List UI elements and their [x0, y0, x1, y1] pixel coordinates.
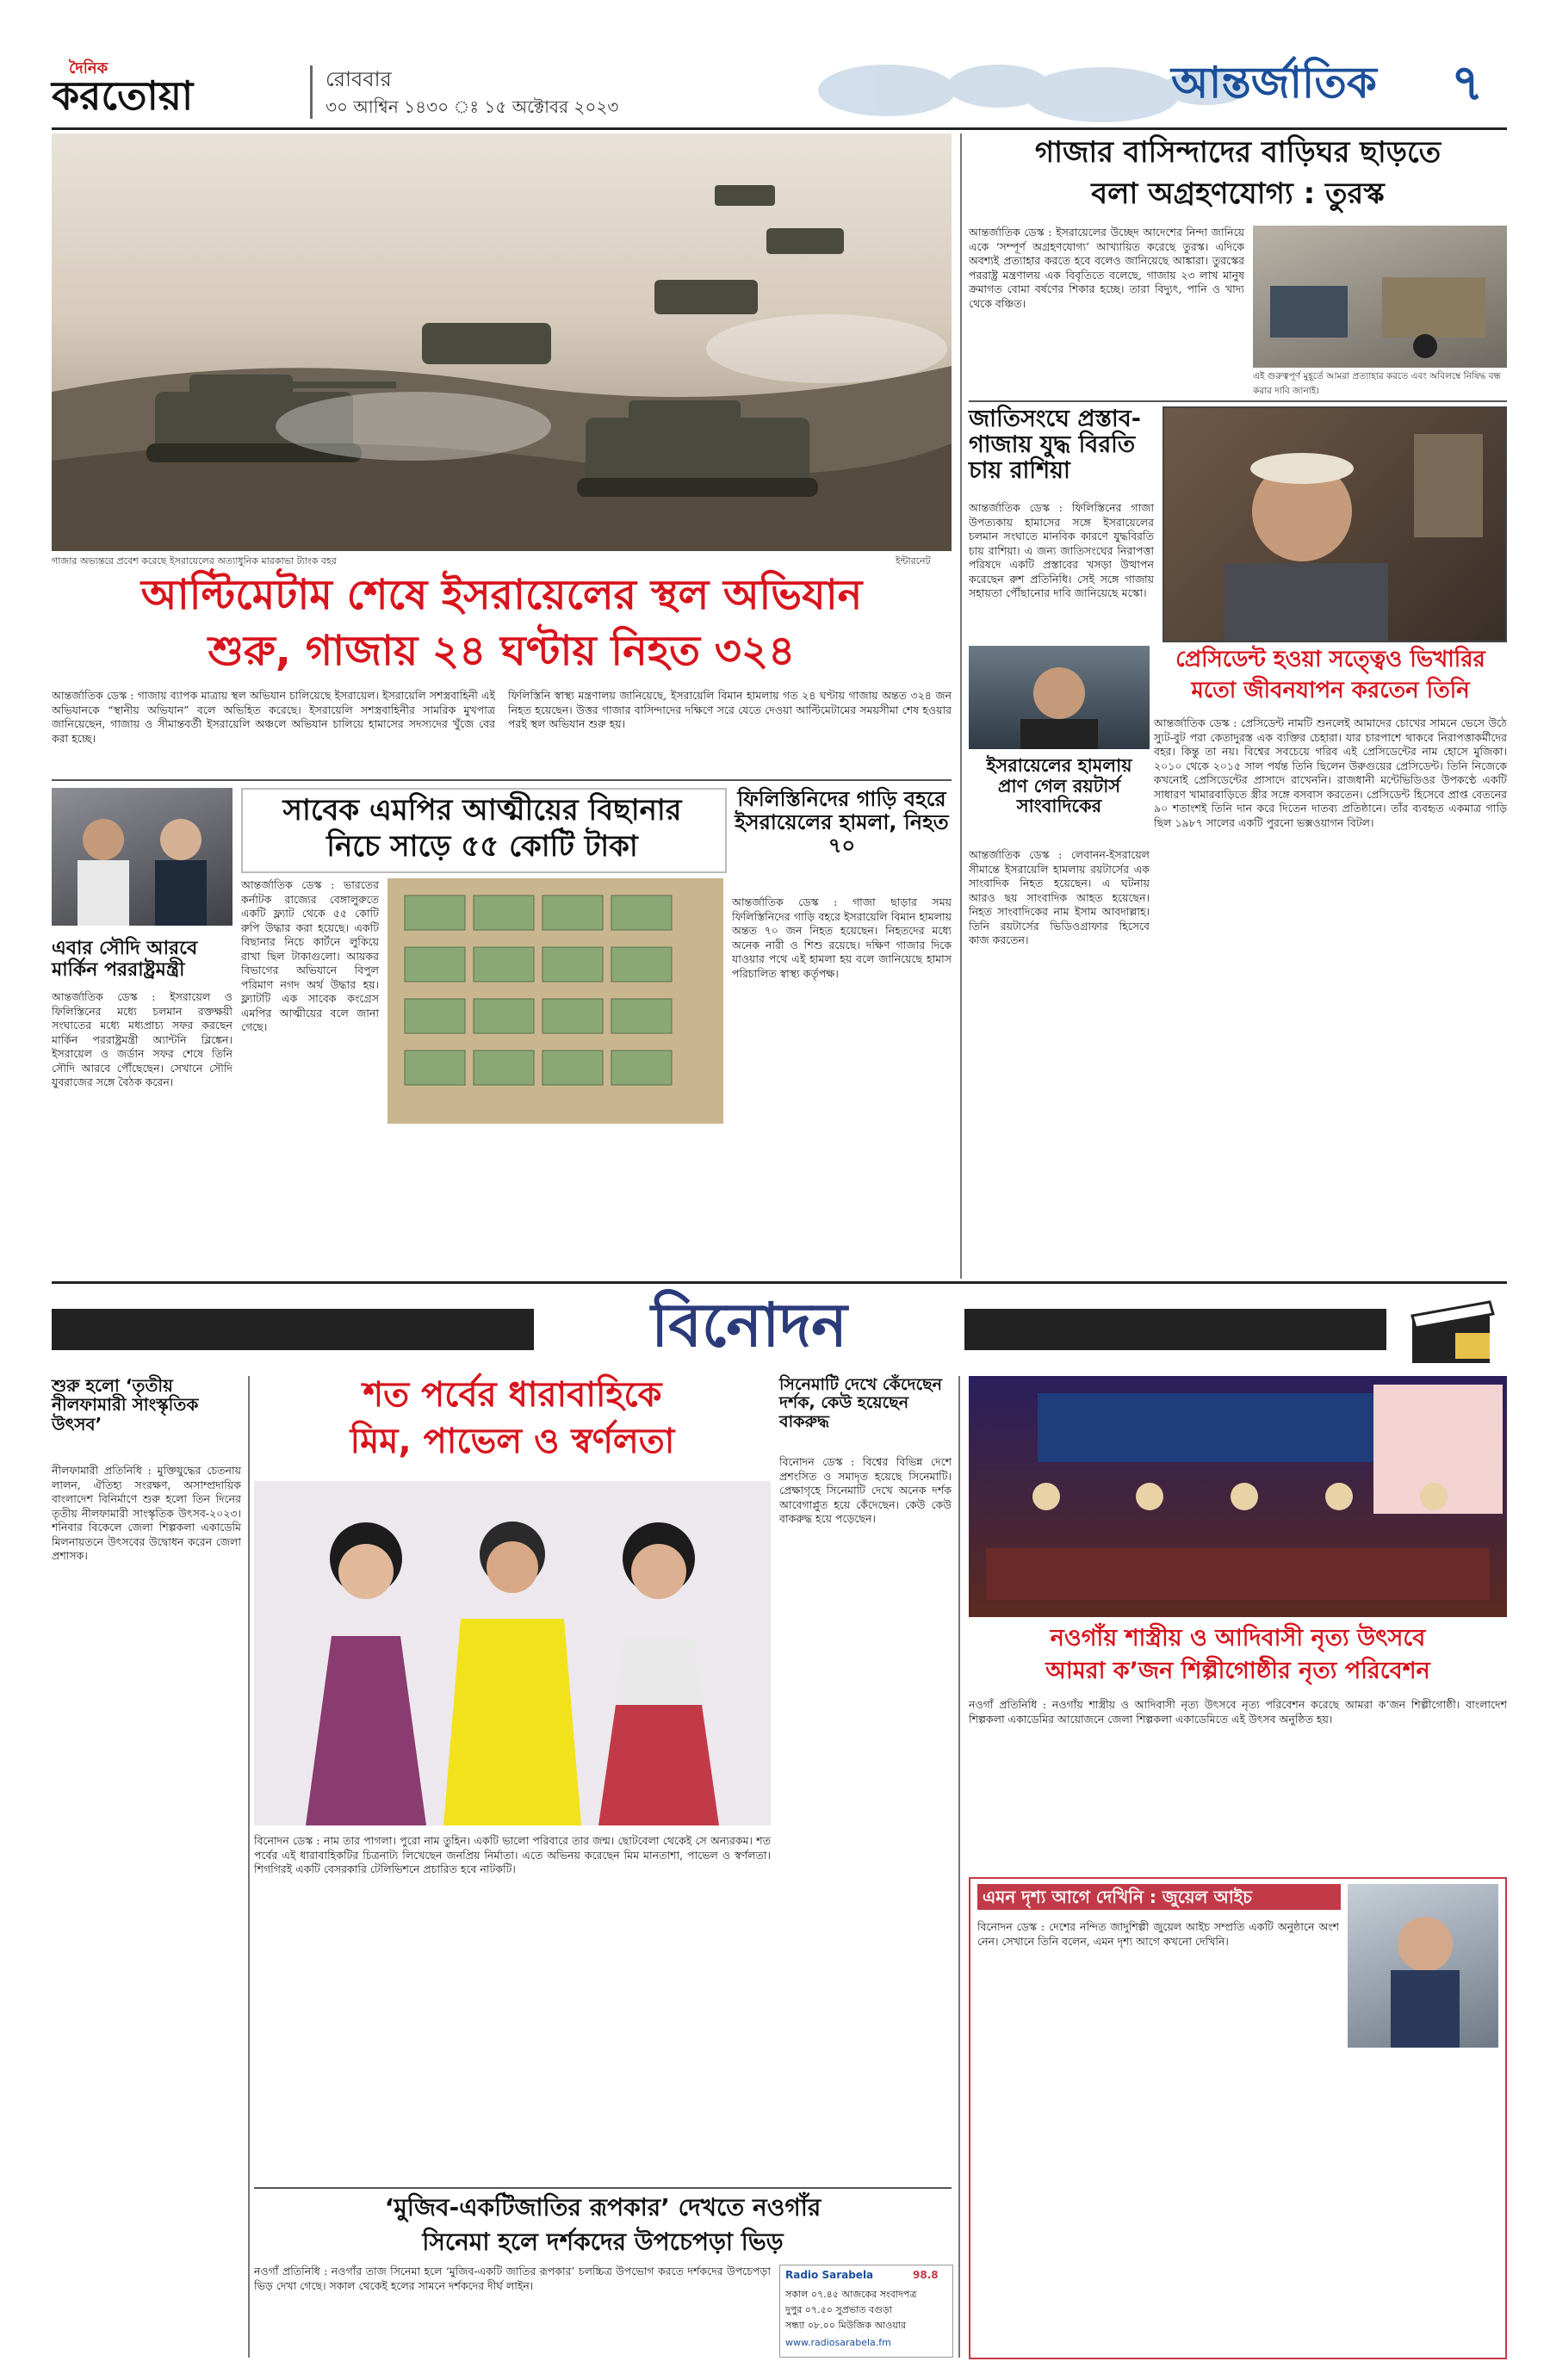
mujib-headline-line2: সিনেমা হলে দর্শকদের উপচেপড়া ভিড়	[422, 2228, 784, 2256]
president-body: আন্তর্জাতিক ডেস্ক : প্রেসিডেন্ট নামটি শুনলেই আমাদের চোখের সামনে ভেসে উঠে স্যুট-বুট পরা কেতাদুরস্ত এক ব্যক্তির চেহারা। যার চারপাশে থাকবে নিরাপত্তাকর্মীদের বহর। কিন্তু তা নয়। বিশ্বের সবচেয়ে গরিব এই প্রেসিডেন্টের নাম হোসে মুজিকা। ২০১০ থেকে ২০১৫ সাল পর্যন্ত তিনি ছিলেন উরুগুয়ের প্রেসিডেন্ট। তিনি নিজেকে কখনোই প্রেসিডেন্টের প্রাসাদে রাখেননি। রাজধানী মন্টেভিডিওর উপকণ্ঠে একটি সাধারণ খামারবাড়িতে স্ত্রীর সঙ্গে বসবাস করতেন। প্রেসিডেন্ট হিসেবে প্রাপ্ত বেতনের ৯০ শতাংশই তিনি দান করে দিতেন দাতব্য প্রতিষ্ঠানে। তাঁর ব্যবহৃত একমাত্র গাড়ি ছিল ১৯৮৭ সালের একটি পুরনো ভক্সওয়াগন বিটল।	[1154, 716, 1507, 829]
reuters-headline: ইসরায়েলের হামলায় প্রাণ গেল রয়টার্স সাংবাদিকের	[986, 755, 1132, 817]
radio-schedule-row-1	[785, 2287, 947, 2303]
saudi-body: আন্তর্জাতিক ডেস্ক : ইসরায়েল ও ফিলিস্তিনের মধ্যে চলমান রক্তক্ষয়ী সংঘাতের মধ্যে মধ্যপ্রাচ্য সফর করছেন মার্কিন পররাষ্ট্রমন্ত্রী অ্যান্টনি ব্লিঙ্কেন। ইসরায়েল ও জর্ডান সফর শেষে তিনি সৌদি আরবে পৌঁছেছেন। সেখানে সৌদি যুবরাজের সঙ্গে বৈঠক করেন।	[52, 990, 232, 1088]
gaza-street-photo	[1253, 226, 1507, 368]
nilphamari-body: নীলফামারী প্রতিনিধি : মুক্তিযুদ্ধের চেতনায় লালন, ঐতিহ্য সংরক্ষণ, অসাম্প্রদায়িক বাংলাদেশ বিনির্মাণে শুরু হলো তিন দিনের তৃতীয় নীলফামারী সাংস্কৃতিক উৎসব-২০২৩। শনিবার বিকেলে জেলা শিল্পকলা একাডেমি মিলনায়তনে উৎসবের উদ্বোধন করেন জেলা প্রশাসক।	[52, 1464, 241, 1562]
reuters-body: আন্তর্জাতিক ডেস্ক : লেবানন-ইসরায়েল সীমান্তে ইসরায়েলি হামলায় রয়টার্সের এক সাংবাদিক নিহত হয়েছেন। এ ঘটনায় আরও ছয় সাংবাদিক আহত হয়েছেন। নিহত সাংবাদিকের নাম ইসাম আবদাল্লাহ। তিনি রয়টার্সের ভিডিওগ্রাফার হিসেবে কাজ করতেন।	[969, 848, 1150, 946]
turkey-headline-line1: গাজার বাসিন্দাদের বাড়িঘর ছাড়তে	[1034, 135, 1442, 170]
radio-slot-label: দুপুর	[785, 2304, 803, 2315]
day: রোববার	[326, 67, 392, 91]
actors-photo	[254, 1481, 771, 1825]
nilphamari-headline: শুরু হলো ‘তৃতীয় নীলফামারী সাংস্কৃতিক উৎসব’	[52, 1375, 199, 1435]
tank-photo-caption: গাজার অভ্যন্তরে প্রবেশ করেছে ইসরায়েলের অত্যাধুনিক মারকাভা ট্যাংক বহর	[52, 555, 337, 567]
gaza-street-caption: এই গুরুত্বপূর্ণ মুহূর্তে আমরা প্রত্যাহার করতে এবং অবিলম্বে নিষিদ্ধ বন্ধ করার দাবি জানাই।	[1253, 371, 1501, 396]
russia-body: আন্তর্জাতিক ডেস্ক : ফিলিস্তিনের গাজা উপত্যকায় হামাসের সঙ্গে ইসরায়েলের চলমান সংঘাতে মানবিক কারণে যুদ্ধবিরতি চায় রাশিয়া। এ জন্য জাতিসংঘের নিরাপত্তা পরিষদে একটি প্রস্তাবের খসড়া উত্থাপন করেছেন রুশ প্রতিনিধি। সেই সঙ্গে গাজায় সহায়তা পৌঁছানোর দাবি জানিয়েছে মস্কো।	[969, 501, 1154, 599]
mp-headline-line2: নিচে সাড়ে ৫৫ কোটি টাকা	[326, 829, 638, 864]
president-headline-line2: মতো জীবনযাপন করতেন তিনি	[1191, 678, 1470, 703]
radio-name: Radio Sarabela	[785, 2269, 874, 2281]
russia-headline: জাতিসংঘে প্রস্তাব- গাজায় যুদ্ধ বিরতি চায় রাশিয়া	[969, 406, 1141, 485]
saudi-headline: এবার সৌদি আরবে মার্কিন পররাষ্ট্রমন্ত্রী	[52, 938, 198, 981]
juel-aich-body: বিনোদন ডেস্ক : দেশের নন্দিত জাদুশিল্পী জুয়েল আইচ সম্প্রতি একটি অনুষ্ঠানে অংশ নেন। সেখানে তিনি বলেন, এমন দৃশ্য আগে কখনো দেখিনি।	[977, 1920, 1339, 1948]
radio-slot-time: ০৭.৪৫	[810, 2289, 839, 2300]
dance-event-photo	[969, 1376, 1507, 1617]
page-number: ৭	[1451, 53, 1484, 112]
logo	[52, 60, 301, 121]
serial-headline-line2: মিম, পাভেল ও স্বর্ণলতা	[350, 1422, 675, 1461]
date: ৩০ আশ্বিন ১৪৩০ ঃ ১৫ অক্টোবর ২০২৩	[326, 96, 619, 117]
radio-slot-time: ০৭.৫০	[804, 2304, 833, 2315]
radio-slot-program: আজকের সংবাদপত্র	[841, 2289, 917, 2300]
radio-slot-program: সুপ্রভাত বগুড়া	[835, 2304, 892, 2315]
turkey-headline-line2: বলা অগ্রহণযোগ্য : তুরস্ক	[1091, 177, 1385, 211]
cinema-body: বিনোদন ডেস্ক : বিশ্বের বিভিন্ন দেশে প্রশংসিত ও সমাদৃত হয়েছে সিনেমাটি। প্রেক্ষাগৃহে সিনেমাটি দেখে অনেক দর্শক আবেগাপ্লুত হয়ে কেঁদেছেন। কেউ কেউ বাকরুদ্ধ হয়ে পড়েছেন।	[779, 1455, 952, 1525]
main-story-col2: ফিলিস্তিনি স্বাস্থ্য মন্ত্রণালয় জানিয়েছে, ইসরায়েলি বিমান হামলায় গত ২৪ ঘণ্টায় গাজায় অন্তত ৩২৪ জন নিহত হয়েছেন। উত্তর গাজার বাসিন্দাদের দক্ষিণে সরে যেতে দেওয়া আল্টিমেটামের সময়সীমা শেষ হওয়ার পরই স্থল অভিযান শুরু হয়।	[508, 689, 952, 730]
juel-aich-headline: এমন দৃশ্য আগে দেখিনি : জুয়েল আইচ	[977, 1884, 1341, 1910]
masthead	[52, 53, 1507, 125]
reuters-journalist-photo	[969, 646, 1150, 749]
radio-slot-label: সকাল	[785, 2289, 809, 2300]
logo-small: দৈনিক	[69, 59, 108, 77]
serial-body: বিনোদন ডেস্ক : নাম তার পাগলা। পুরো নাম তুহিন। একটি ভালো পরিবারে তার জন্ম। ছোটবেলা থেকেই সে অন্যরকম। শত পর্বের এই ধারাবাহিকটির চিত্রনাট্য লিখেছেন জনপ্রিয় নির্মাতা। এতে অভিনয় করেছেন মিম মানতাশা, পাভেল ও স্বর্ণলতা। শিগগিরই একটি বেসরকারি টেলিভিশনে প্রচারিত হবে নাটকটি।	[254, 1834, 771, 1875]
blinken-photo	[52, 788, 232, 926]
juel-aich-photo	[1348, 1884, 1498, 2048]
main-headline-line1: আল্টিমেটাম শেষে ইসরায়েলের স্থল অভিযান	[140, 571, 863, 619]
cars-body: আন্তর্জাতিক ডেস্ক : গাজা ছাড়ার সময় ফিলিস্তিনিদের গাড়ি বহরে ইসরায়েলি বিমান হামলায় অন্তত ৭০ জন নিহত হয়েছেন। নিহতদের মধ্যে অনেক নারী ও শিশু রয়েছে। দক্ষিণ গাজার দিকে যাওয়ার পথে এই হামলা হয় বলে জানিয়েছে হামাস পরিচালিত স্বাস্থ্য কর্তৃপক্ষ।	[732, 896, 952, 980]
radio-slot-program: মিউজিক আওয়ার	[838, 2320, 907, 2331]
turkey-body: আন্তর্জাতিক ডেস্ক : ইসরায়েলের উচ্ছেদ আদেশের নিন্দা জানিয়ে একে ‘সম্পূর্ণ অগ্রহণযোগ্য’ আখ্যায়িত করেছে তুরস্ক। এদিকে অবশ্যই প্রত্যাহার করতে হবে বলেও জানিয়েছে আঙ্কারা। তুরস্কের পররাষ্ট্র মন্ত্রণালয় এক বিবৃতিতে বলেছে, গাজায় ২৩ লাখ মানুষ ক্রমাগত বোমা বর্ষণের শিকার হচ্ছে। তারা বিদ্যুৎ, পানি ও খাদ্য থেকে বঞ্চিত।	[969, 226, 1244, 310]
serial-headline-line1: শত পর্বের ধারাবাহিকে	[363, 1375, 662, 1415]
mp-headline-line1: সাবেক এমপির আত্মীয়ের বিছানার	[282, 793, 682, 827]
cash-photo	[388, 878, 723, 1124]
cinema-headline: সিনেমাটি দেখে কেঁদেছেন দর্শক, কেউ হয়েছেন বাকরুদ্ধ	[779, 1375, 942, 1431]
mujica-photo	[1162, 406, 1507, 642]
dance-headline-line2: আমরা ক’জন শিল্পীগোষ্ঠীর নৃত্য পরিবেশন	[1045, 1658, 1430, 1684]
tank-photo	[52, 133, 952, 551]
tank-photo-credit: ইন্টারনেট	[896, 555, 931, 567]
film-strip-left	[52, 1309, 551, 1350]
dance-headline-line1: নওগাঁয় শাস্ত্রীয় ও আদিবাসী নৃত্য উৎসবে	[1050, 1625, 1426, 1652]
mp-body-col1: আন্তর্জাতিক ডেস্ক : ভারতের কর্নাটক রাজ্যের বেঙ্গালুরুতে একটি ফ্ল্যাট থেকে ৫৫ কোটি রুপি উদ্ধার করা হয়েছে। একটি বিছানার নিচে কার্টনে লুকিয়ে রাখা ছিল টাকাগুলো। আয়কর বিভাগের অভিযানে বিপুল পরিমাণ নগদ অর্থ উদ্ধার হয়। ফ্ল্যাটটি এক সাবেক কংগ্রেস এমপির আত্মীয়ের বলে জানা গেছে।	[241, 878, 379, 1033]
section-title: আন্তর্জাতিক	[1171, 58, 1377, 108]
binodon-title: বিনোদন	[534, 1292, 964, 1359]
radio-schedule-row-3	[785, 2318, 947, 2334]
radio-url[interactable]: www.radiosarabela.fm	[785, 2337, 891, 2348]
radio-slot-label: সন্ধ্যা	[785, 2320, 805, 2331]
radio-slot-time: ০৮.০০	[807, 2320, 835, 2331]
clapperboard-icon	[1404, 1290, 1507, 1367]
main-story-col1: আন্তর্জাতিক ডেস্ক : গাজায় ব্যাপক মাত্রায় স্থল অভিযান চালিয়েছে ইসরায়েল। ইসরায়েলি সশস্ত্রবাহিনী এই অভিযানকে “স্থানীয় অভিযান” বলে অভিহিত করেছে। ইসরায়েলি সশস্ত্রবাহিনীর সামরিক মুখপাত্র জানিয়েছেন, গাজায় ও সীমান্তবর্তী ইসরায়েলি অঞ্চলে অভিযান চালিয়ে হামাসের সদস্যদের খুঁজে বের করা হচ্ছে।	[52, 689, 495, 745]
dance-body: নওগাঁ প্রতিনিধি : নওগাঁয় শাস্ত্রীয় ও আদিবাসী নৃত্য উৎসবে নৃত্য পরিবেশন করেছে আমরা ক’জন শিল্পীগোষ্ঠী। বাংলাদেশ শিল্পকলা একাডেমির আয়োজনে জেলা শিল্পকলা একাডেমিতে এই উৎসব অনুষ্ঠিত হয়।	[969, 1698, 1507, 1726]
binodon-banner	[52, 1290, 1507, 1367]
main-headline-line2: শুরু, গাজায় ২৪ ঘণ্টায় নিহত ৩২৪	[208, 627, 796, 675]
mujib-headline-line1: ‘মুজিব-একটিজাতির রূপকার’ দেখতে নওগাঁর	[384, 2193, 822, 2222]
radio-schedule-row-2	[785, 2303, 947, 2319]
tank-illustration	[52, 133, 952, 551]
mujib-body: নওগাঁ প্রতিনিধি : নওগাঁর তাজ সিনেমা হলে ‘মুজিব-একটি জাতির রূপকার’ চলচ্চিত্র উপভোগ করতে দর্শকদের উপচেপড়া ভিড় দেখা গেছে। সকাল থেকেই হলের সামনে দর্শকদের দীর্ঘ লাইন।	[254, 2265, 771, 2292]
radio-freq: 98.8	[913, 2269, 939, 2281]
president-headline-line1: প্রেসিডেন্ট হওয়া সত্ত্বেও ভিখারির	[1175, 647, 1485, 672]
film-strip-right	[939, 1309, 1386, 1350]
logo-big: করতোয়া	[52, 72, 194, 119]
cars-headline: ফিলিস্তিনিদের গাড়ি বহরে ইসরায়েলের হামলা, নিহত ৭০	[735, 787, 949, 858]
